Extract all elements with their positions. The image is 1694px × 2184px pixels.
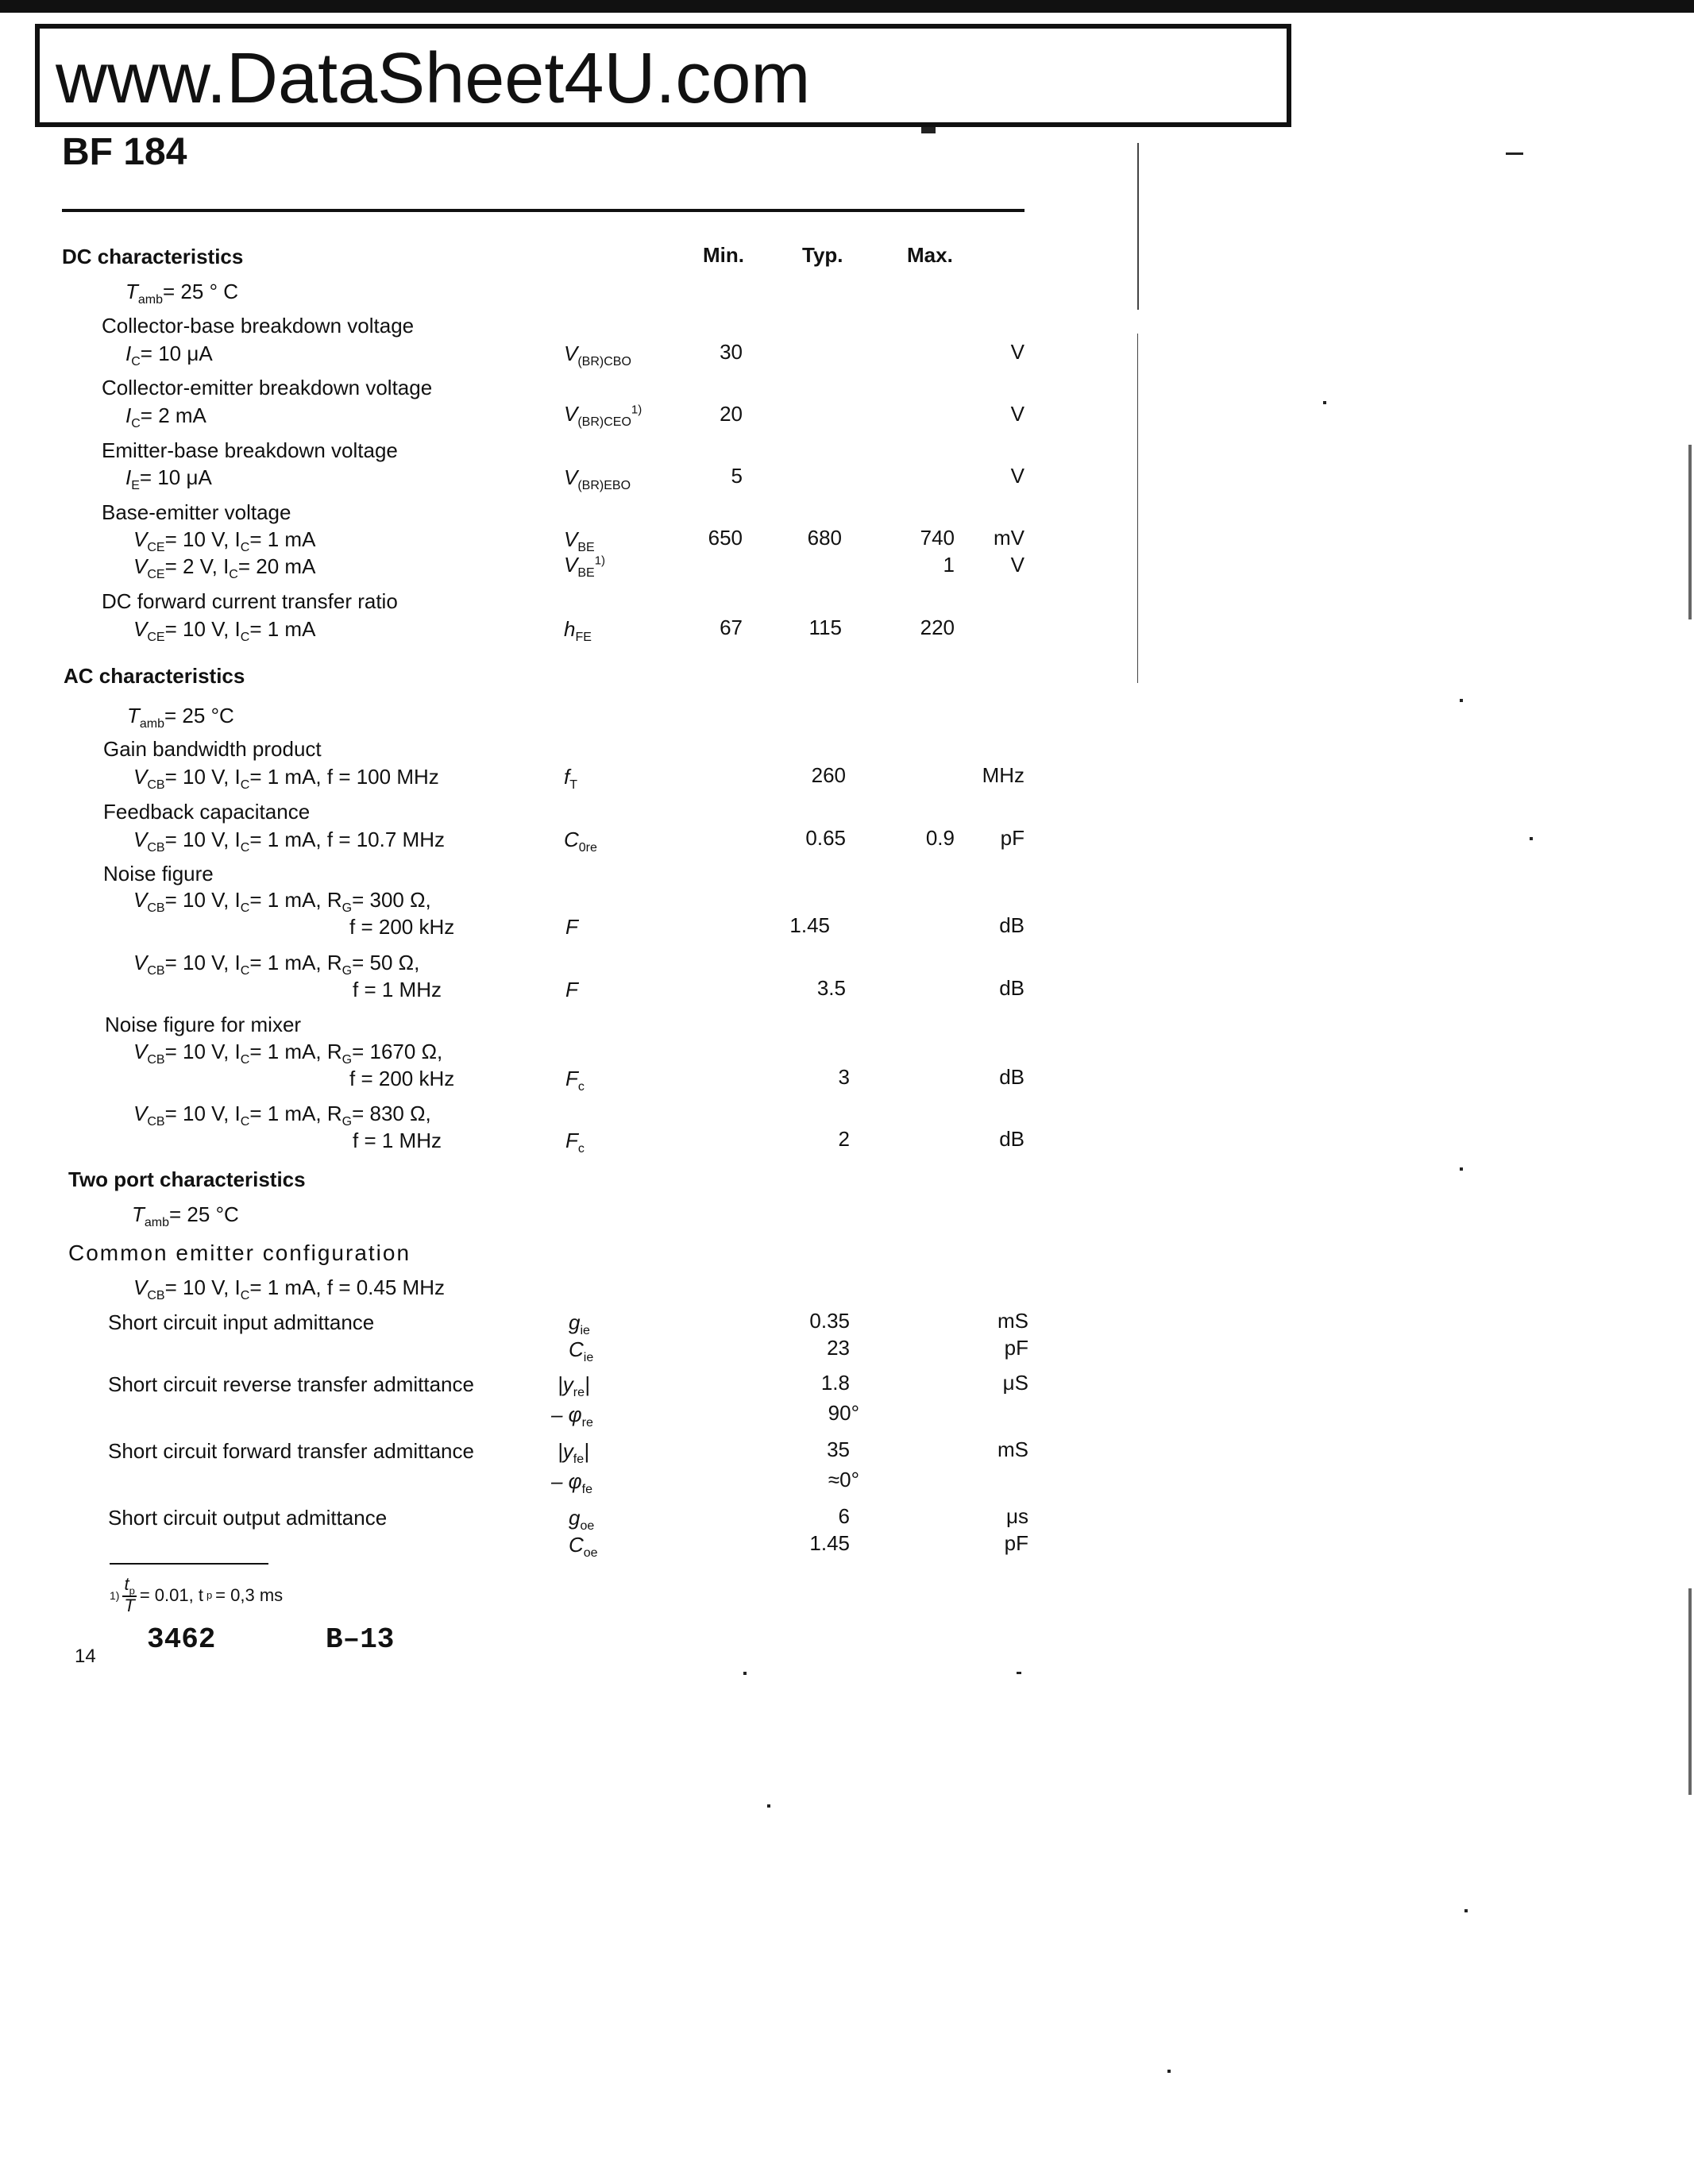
- twoport-row-label: Short circuit reverse transfer admittance: [108, 1372, 474, 1396]
- hfe-typ: 115: [808, 615, 842, 639]
- scan-artifact-line: [1137, 334, 1138, 683]
- cre-symbol: $C_{0re}$: [564, 828, 597, 855]
- nf-cond-a: $V_{CB}= 10$ V, $I_C= 1$ mA, $R_G= 300$ Ω,: [133, 888, 431, 916]
- vbe-cond-1: $V_{CE}= 10$ V, $I_C= 1$ mA: [133, 527, 316, 555]
- nfm-symbol-a: $F_c$: [565, 1067, 585, 1094]
- nf-cond-b: $V_{CB}= 10$ V, $I_C= 1$ mA, $R_G= 50$ Ω,: [133, 951, 420, 978]
- ft-typ: 260: [811, 763, 846, 787]
- dc-row-min: 30: [720, 340, 743, 364]
- nf-typ-a: 1.45: [789, 913, 830, 937]
- nf-symbol-b: F: [565, 978, 578, 1001]
- dc-row-cond: $I_E= 10$ μA: [125, 465, 212, 493]
- scan-artifact-line: [1137, 143, 1139, 310]
- dc-row-symbol: $V_{(BR)CBO}$: [564, 341, 631, 369]
- nfm-unit-b: dB: [999, 1127, 1025, 1151]
- cre-typ: 0.65: [805, 826, 846, 850]
- twoport-unit-1: mS: [997, 1437, 1028, 1461]
- cre-max: 0.9: [925, 826, 955, 850]
- cre-unit: pF: [1000, 826, 1025, 850]
- twoport-sym-1: $|y_{re}|$: [558, 1372, 590, 1400]
- hfe-min: 67: [720, 615, 743, 639]
- scan-speck: [1530, 837, 1533, 840]
- nfm-freq-a: f = 200 kHz: [349, 1067, 455, 1090]
- nfm-typ-a: 3: [838, 1065, 850, 1089]
- twoport-config: Common emitter configuration: [68, 1241, 411, 1265]
- dc-row-min: 20: [720, 402, 743, 426]
- scan-speck: [1464, 1909, 1468, 1912]
- twoport-unit-1: μs: [1006, 1504, 1028, 1528]
- ac-heading: AC characteristics: [64, 664, 245, 688]
- vbe-label: Base-emitter voltage: [102, 500, 291, 524]
- footer-code-2: B–13: [326, 1623, 395, 1656]
- vbe-symbol-2: $V_{BE}^{1)}$: [564, 553, 606, 581]
- nfm-unit-a: dB: [999, 1065, 1025, 1089]
- twoport-sym-2: $C_{ie}$: [569, 1337, 594, 1365]
- dc-row-symbol: $V_{(BR)CEO}^{1)}$: [564, 402, 642, 430]
- twoport-sym-1: $|y_{fe}|$: [558, 1439, 589, 1467]
- nf-label: Noise figure: [103, 862, 214, 886]
- scan-speck: [1460, 699, 1463, 702]
- twoport-unit-1: μS: [1002, 1371, 1028, 1395]
- nf-symbol-a: F: [565, 915, 578, 939]
- twoport-sym-2: $C_{oe}$: [569, 1533, 598, 1561]
- vbe-max: 740: [920, 526, 955, 550]
- page-number: 14: [75, 1646, 96, 1667]
- top-scan-edge: [0, 0, 1694, 13]
- twoport-val-2: 23: [827, 1336, 850, 1360]
- nf-unit-b: dB: [999, 976, 1025, 1000]
- nfm-label: Noise figure for mixer: [105, 1013, 302, 1036]
- hfe-label: DC forward current transfer ratio: [102, 589, 398, 613]
- scan-speck: [767, 1804, 770, 1808]
- cre-label: Feedback capacitance: [103, 800, 311, 824]
- col-typ: Typ.: [802, 243, 843, 267]
- twoport-row-label: Short circuit forward transfer admittance: [108, 1439, 474, 1463]
- watermark-banner: [35, 24, 1291, 127]
- twoport-row-label: Short circuit input admittance: [108, 1310, 375, 1334]
- scan-speck: [921, 127, 936, 133]
- dc-row-label: Emitter-base breakdown voltage: [102, 438, 398, 462]
- scan-artifact-line: [1688, 1588, 1692, 1795]
- dc-row-min: 5: [731, 464, 743, 488]
- dc-row-unit: V: [1010, 402, 1025, 426]
- twoport-sym-1: $g_{ie}$: [569, 1310, 590, 1338]
- vbe-min: 650: [708, 526, 743, 550]
- nf-freq-a: f = 200 kHz: [349, 915, 455, 939]
- ac-tamb: $T_{amb}= 25$ °C: [127, 704, 234, 731]
- twoport-row-label: Short circuit output admittance: [108, 1506, 388, 1530]
- twoport-unit-2: pF: [1004, 1336, 1028, 1360]
- twoport-sym-1: $g_{oe}$: [569, 1506, 595, 1534]
- twoport-sym-2: – $\varphi_{re}$: [551, 1403, 593, 1430]
- nf-unit-a: dB: [999, 913, 1025, 937]
- nf-freq-b: f = 1 MHz: [353, 978, 442, 1001]
- nfm-cond-a: $V_{CB}= 10$ V, $I_C= 1$ mA, $R_G= 1670$ Ω,: [133, 1040, 443, 1067]
- dc-row-symbol: $V_{(BR)EBO}$: [564, 465, 631, 493]
- vbe-symbol-1: $V_{BE}$: [564, 527, 595, 555]
- dc-row-label: Collector-base breakdown voltage: [102, 314, 415, 338]
- footnote: 1) $\frac{t_p}{T}$ = 0.01, t p = 0,3 ms: [110, 1574, 284, 1616]
- twoport-val-2: 90°: [828, 1401, 859, 1425]
- product-title: BF 184: [62, 131, 187, 173]
- footer-code-1: 3462: [147, 1623, 216, 1656]
- vbe-unit-2: V: [1010, 553, 1025, 577]
- ft-symbol: $f_T$: [564, 765, 578, 793]
- twoport-cond: $V_{CB}= 10$ V, $I_C= 1$ mA, f = 0.45 MHz: [133, 1275, 445, 1303]
- vbe-cond-2: $V_{CE}= 2$ V, $I_C= 20$ mA: [133, 554, 316, 582]
- twoport-val-1: 6: [838, 1504, 850, 1528]
- twoport-val-2: ≈0°: [828, 1468, 859, 1491]
- twoport-sym-2: – $\varphi_{fe}$: [551, 1469, 592, 1497]
- scan-speck: [1323, 401, 1326, 404]
- ft-cond: $V_{CB}= 10$ V, $I_C= 1$ mA, f = 100 MHz: [133, 765, 439, 793]
- title-rule: [62, 209, 1025, 212]
- dc-row-cond: $I_C= 10$ μA: [125, 341, 213, 369]
- hfe-cond: $V_{CE}= 10$ V, $I_C= 1$ mA: [133, 617, 316, 645]
- twoport-heading: Two port characteristics: [68, 1167, 306, 1191]
- watermark-text: www.DataSheet4U.com: [56, 39, 811, 118]
- dc-heading: DC characteristics: [62, 245, 244, 268]
- twoport-val-2: 1.45: [809, 1531, 850, 1555]
- nfm-freq-b: f = 1 MHz: [353, 1129, 442, 1152]
- col-min: Min.: [703, 243, 744, 267]
- dc-tamb: $T_{amb}= 25$ ° C: [125, 280, 238, 307]
- twoport-unit-2: pF: [1004, 1531, 1028, 1555]
- twoport-tamb: $T_{amb}= 25$ °C: [132, 1202, 239, 1230]
- footnote-rule: [110, 1563, 268, 1565]
- nfm-typ-b: 2: [838, 1127, 850, 1151]
- dc-row-label: Collector-emitter breakdown voltage: [102, 376, 433, 399]
- twoport-val-1: 1.8: [820, 1371, 850, 1395]
- vbe-unit: mV: [994, 526, 1025, 550]
- cre-cond: $V_{CB}= 10$ V, $I_C= 1$ mA, f = 10.7 MHz: [133, 828, 445, 855]
- dc-row-cond: $I_C= 2$ mA: [125, 403, 206, 431]
- col-max: Max.: [907, 243, 953, 267]
- dc-row-unit: V: [1010, 464, 1025, 488]
- vbe-typ: 680: [807, 526, 842, 550]
- ft-unit: MHz: [982, 763, 1025, 787]
- hfe-symbol: $h_{FE}$: [564, 617, 592, 645]
- twoport-val-1: 35: [827, 1437, 850, 1461]
- scan-speck: [1017, 1672, 1021, 1674]
- dc-row-unit: V: [1010, 340, 1025, 364]
- nfm-cond-b: $V_{CB}= 10$ V, $I_C= 1$ mA, $R_G= 830$ Ω,: [133, 1102, 431, 1129]
- nfm-symbol-b: $F_c$: [565, 1129, 585, 1156]
- twoport-unit-1: mS: [997, 1309, 1028, 1333]
- nf-typ-b: 3.5: [816, 976, 846, 1000]
- ft-label: Gain bandwidth product: [103, 737, 322, 761]
- scan-speck: [743, 1672, 747, 1675]
- scan-artifact-line: [1688, 445, 1692, 619]
- scan-speck: [1506, 152, 1523, 155]
- scan-speck: [1167, 2070, 1171, 2073]
- hfe-max: 220: [920, 615, 955, 639]
- vbe-max-2: 1: [943, 553, 955, 577]
- twoport-val-1: 0.35: [809, 1309, 850, 1333]
- scan-speck: [1460, 1167, 1463, 1171]
